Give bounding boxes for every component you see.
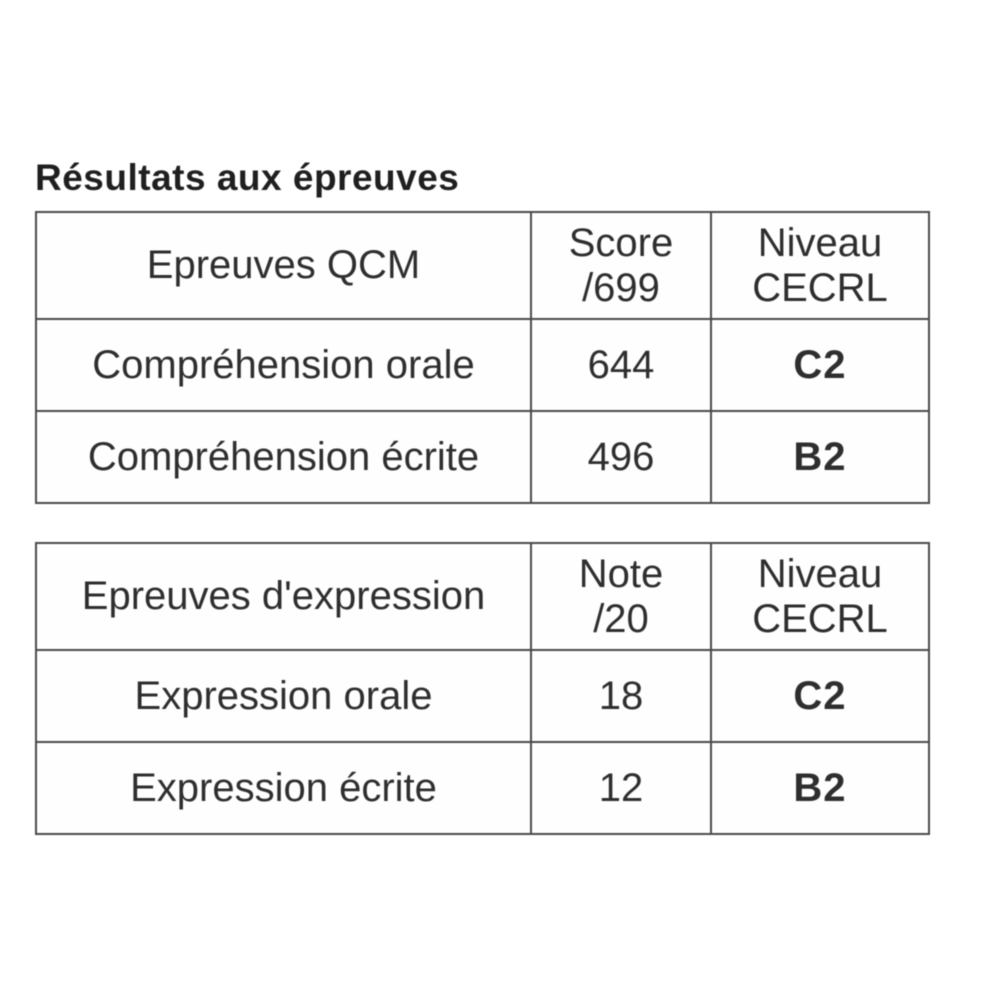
row-score-cell: 18 (531, 650, 711, 742)
qcm-results-table (35, 211, 930, 504)
qcm-header-row (36, 212, 929, 319)
expression-header-score-line2: /20 (593, 596, 649, 641)
row-level-cell: B2 (711, 742, 929, 834)
expression-header-score-cell (531, 543, 711, 650)
qcm-header-score-cell (531, 212, 711, 319)
table-row (36, 411, 929, 503)
expression-header-level-line1: Niveau (757, 551, 883, 596)
expression-results-table (35, 542, 930, 835)
expression-header-label-cell: Epreuves d'expression (36, 543, 531, 650)
qcm-header-level-line1: Niveau (757, 220, 883, 265)
row-label-cell: Compréhension écrite (36, 411, 531, 503)
qcm-header-score-line2: /699 (582, 265, 660, 310)
qcm-header-level-cell (711, 212, 929, 319)
expression-header-level-cell (711, 543, 929, 650)
row-label-cell: Expression écrite (36, 742, 531, 834)
expression-header-level-line2: CECRL (752, 596, 888, 641)
table-row (36, 650, 929, 742)
qcm-header-level-line2: CECRL (752, 265, 888, 310)
row-level-cell: B2 (711, 411, 929, 503)
expression-header-row (36, 543, 929, 650)
qcm-header-score-line1: Score (568, 220, 674, 265)
expression-header-score-line1: Note (578, 551, 664, 596)
row-label-cell: Expression orale (36, 650, 531, 742)
row-level-cell: C2 (711, 319, 929, 411)
table-row (36, 319, 929, 411)
row-score-cell: 496 (531, 411, 711, 503)
row-score-cell: 644 (531, 319, 711, 411)
table-row (36, 742, 929, 834)
row-label-cell: Compréhension orale (36, 319, 531, 411)
row-score-cell: 12 (531, 742, 711, 834)
page-title: Résultats aux épreuves (35, 157, 460, 198)
qcm-header-label-cell: Epreuves QCM (36, 212, 531, 319)
row-level-cell: C2 (711, 650, 929, 742)
